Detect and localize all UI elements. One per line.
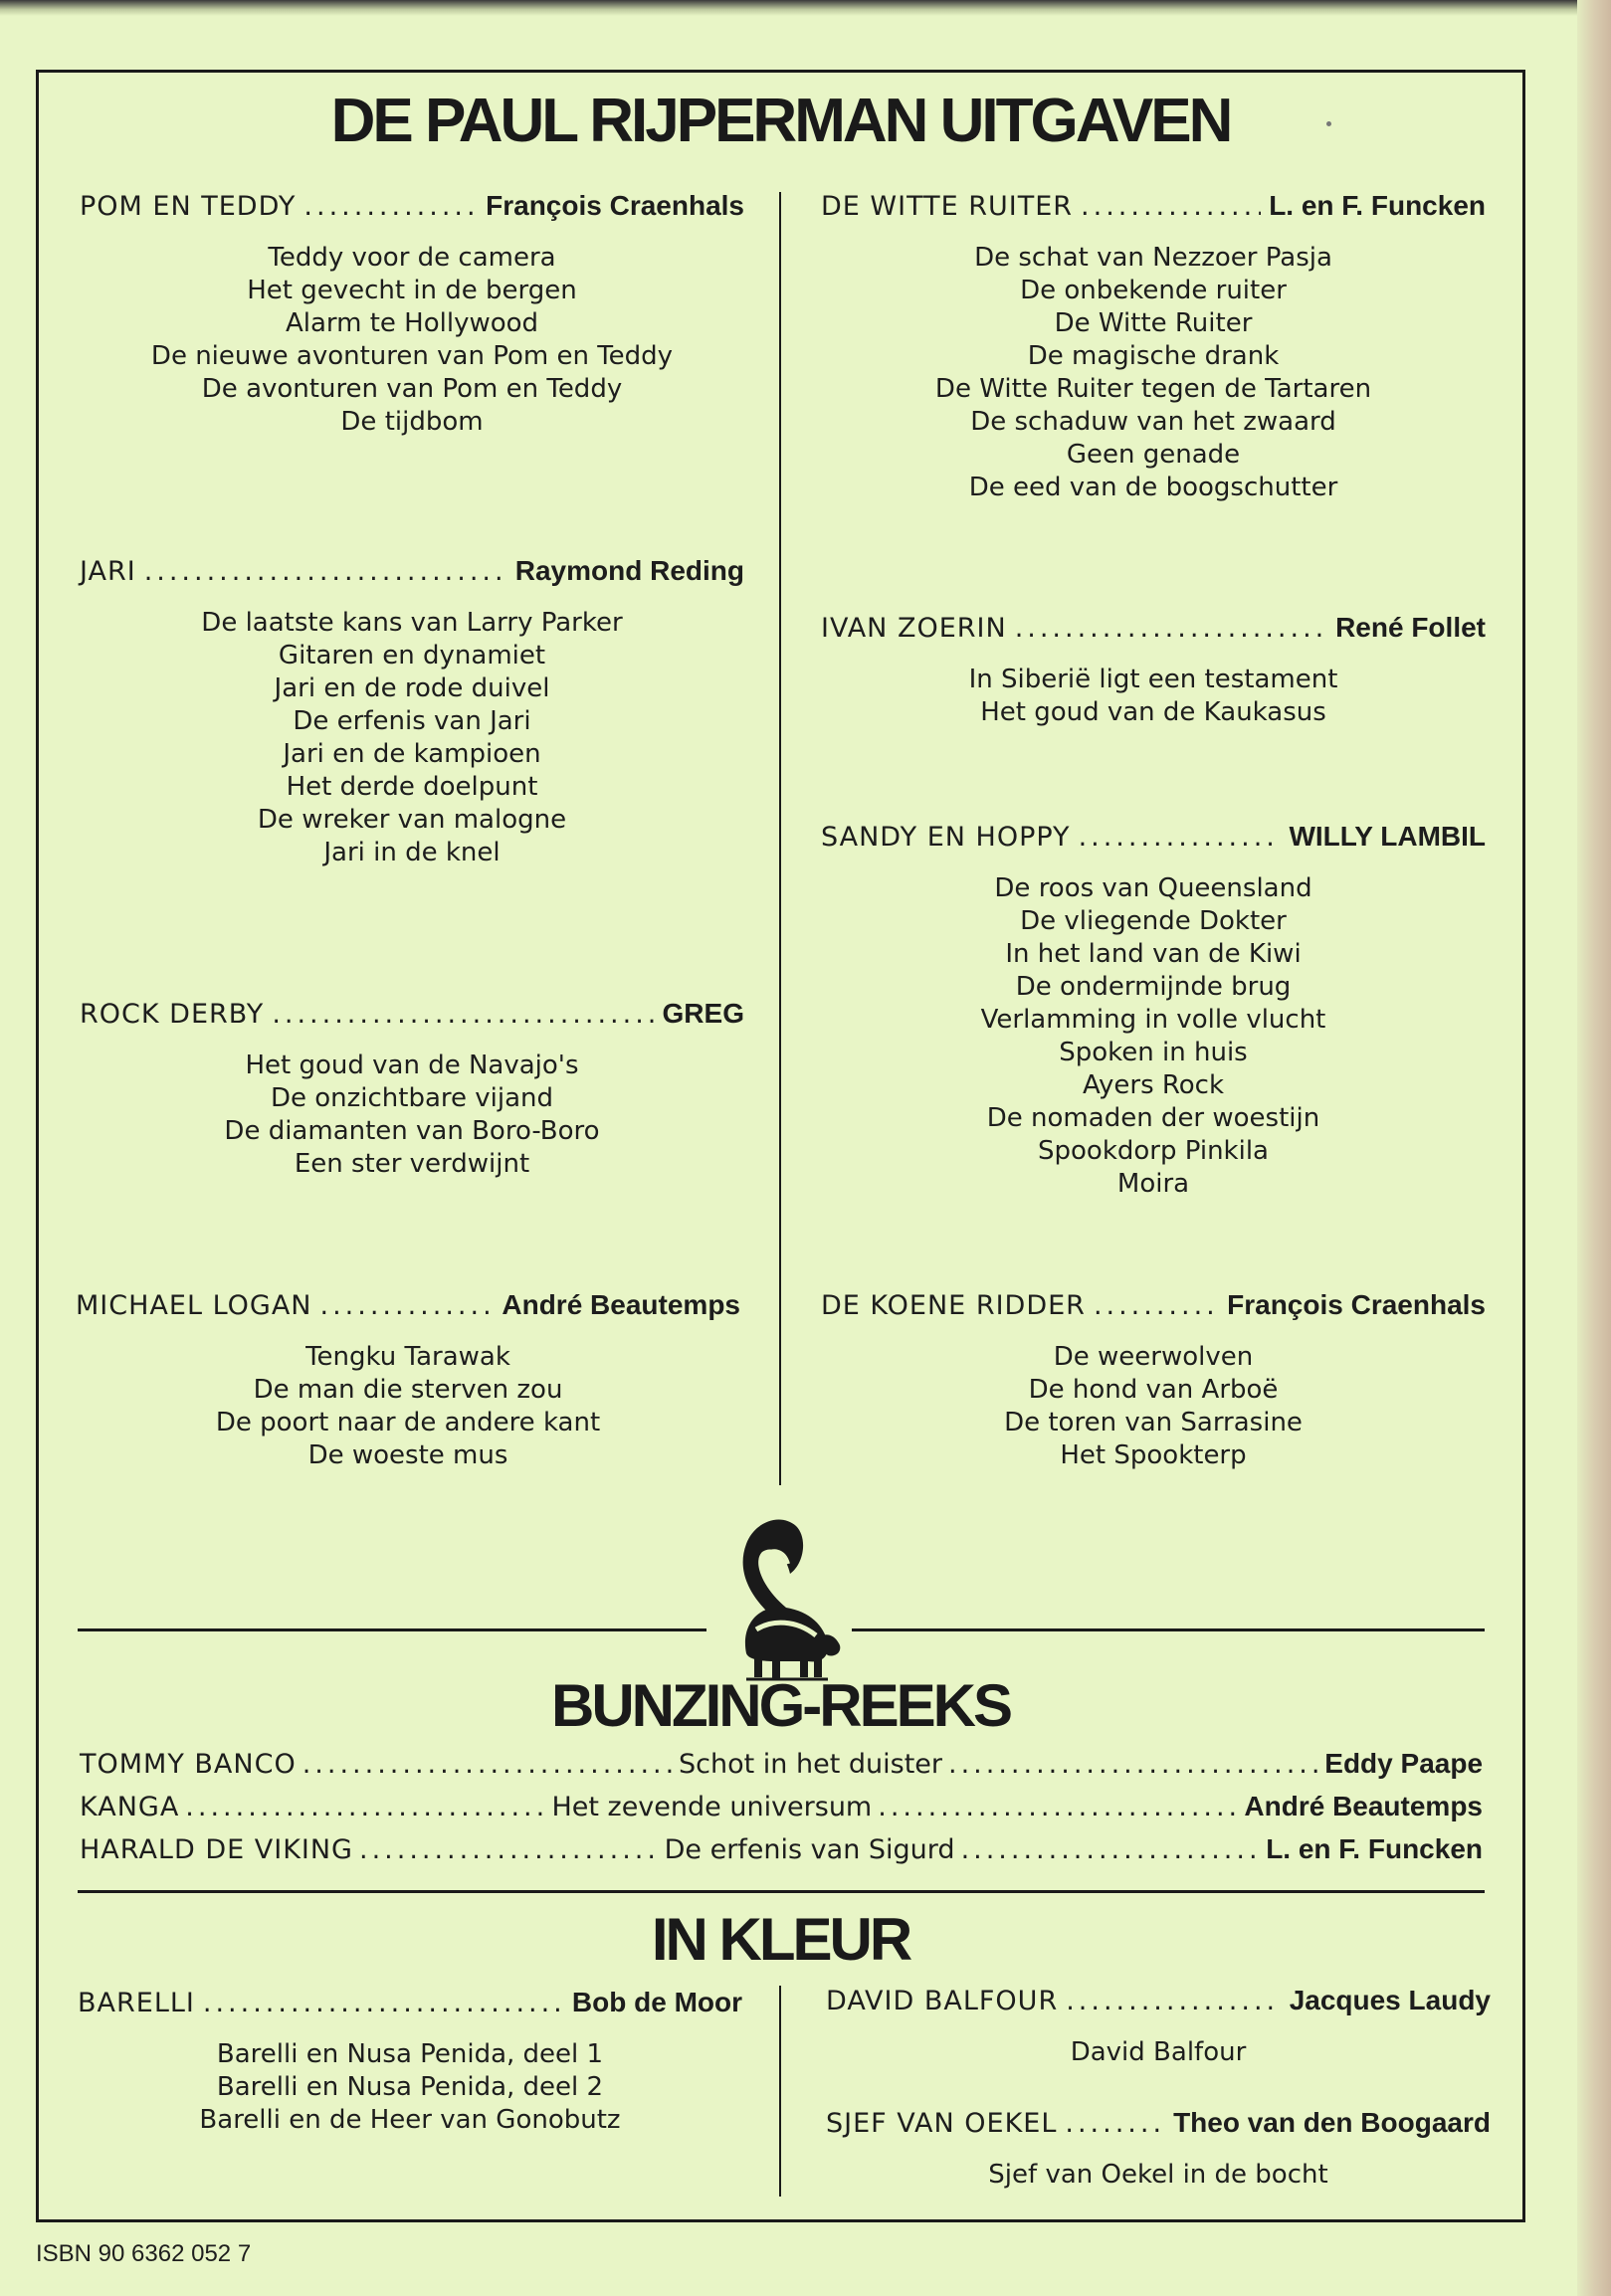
title-list [821,664,1486,729]
book-title: Het derde doelpunt [286,772,538,802]
divider-left [78,1628,706,1631]
book-title: De erfenis van Jari [293,706,531,736]
series-author: WILLY LAMBIL [1289,821,1486,852]
book-title: Sjef van Oekel in de bocht [988,2160,1328,2190]
bunzing-author: Eddy Paape [1324,1748,1484,1779]
book-title: De weerwolven [1053,1342,1254,1372]
series-de-witte-ruiter [821,190,1486,504]
series-david-balfour [826,1985,1491,2069]
divider-kleur [78,1890,1485,1893]
book-title: In het land van de Kiwi [1005,939,1302,969]
book-title: De vliegende Dokter [1020,906,1287,936]
bunzing-book: Schot in het duister [679,1749,942,1780]
leader-dots [1066,1986,1281,2016]
book-title: De schat van Nezzoer Pasja [974,243,1332,273]
book-title: In Siberië ligt een testament [968,665,1338,694]
leader-dots [948,1749,1318,1780]
book-title: De man die sterven zou [253,1375,563,1405]
book-title: De tijdbom [340,407,484,437]
leader-dots [1094,1290,1219,1321]
book-title: Alarm te Hollywood [285,308,539,338]
series-sjef-van-oekel [826,2107,1491,2192]
bunzing-author: L. en F. Funcken [1266,1833,1483,1864]
kleur-title: IN KLEUR [651,1906,910,1973]
bunzing-book: Het zevende universum [551,1792,873,1822]
leader-dots [359,1834,659,1865]
book-title: De onbekende ruiter [1020,276,1287,305]
series-barelli [78,1987,742,2137]
book-title: Barelli en Nusa Penida, deel 1 [216,2039,604,2069]
leader-dots [302,1749,673,1780]
book-title: De wreker van malogne [257,805,567,835]
bunzing-series: KANGA [80,1792,180,1822]
series-author: Raymond Reding [514,555,744,586]
book-title: De Witte Ruiter [1054,308,1253,338]
series-author: François Craenhals [1227,1289,1486,1320]
series-name: MICHAEL LOGAN [76,1290,312,1321]
book-title: De eed van de boogschutter [968,473,1338,502]
series-author: André Beautemps [502,1289,740,1320]
series-author: L. en F. Funcken [1269,190,1486,221]
series-author: Theo van den Boogaard [1173,2107,1491,2138]
title-list [826,2159,1491,2192]
title-list [826,2036,1491,2069]
series-author: François Craenhals [486,190,744,221]
column-divider-kleur [779,1986,781,2197]
book-title: De toren van Sarrasine [1004,1408,1303,1437]
book-title: Het goud van de Navajo's [245,1051,579,1080]
book-title: De nieuwe avonturen van Pom en Teddy [150,341,674,371]
book-title: De Witte Ruiter tegen de Tartaren [934,374,1372,404]
series-name: JARI [80,556,136,587]
bunzing-author: André Beautemps [1244,1791,1484,1821]
series-name: BARELLI [78,1988,195,2018]
series-name: DAVID BALFOUR [826,1986,1059,2016]
page-right-edge [1577,0,1611,2296]
book-title: Moira [1116,1169,1190,1199]
column-divider-top [779,192,781,1485]
series-author: René Follet [1335,612,1486,643]
bunzing-row [80,1791,1483,1822]
title-list [80,242,744,439]
book-title: De diamanten van Boro-Boro [224,1116,600,1146]
title-list [80,1050,744,1181]
series-name: DE WITTE RUITER [821,191,1074,222]
title-list [78,2038,742,2137]
leader-dots [203,1988,564,2018]
series-author: GREG [662,998,744,1029]
book-title: Spookdorp Pinkila [1038,1136,1269,1166]
series-author: Jacques Laudy [1289,1985,1491,2015]
book-title: De avonturen van Pom en Teddy [201,374,623,404]
series-de-koene-ridder [821,1289,1486,1472]
series-author: Bob de Moor [571,1987,742,2017]
book-title: De laatste kans van Larry Parker [201,608,623,638]
bunzing-series: HARALD DE VIKING [80,1834,353,1865]
book-title: Gitaren en dynamiet [278,641,546,670]
book-title: Teddy voor de camera [268,243,556,273]
book-title: Een ster verdwijnt [294,1149,530,1179]
book-title: David Balfour [1070,2037,1247,2067]
leader-dots [1065,2108,1165,2139]
series-rock-derby [80,998,744,1181]
series-jari [80,555,744,869]
book-title: De nomaden der woestijn [986,1103,1320,1133]
book-title: Verlamming in volle vlucht [980,1005,1326,1035]
book-title: Jari en de rode duivel [274,673,550,703]
leader-dots [1079,822,1282,853]
isbn: ISBN 90 6362 052 7 [36,2240,252,2267]
book-title: Spoken in huis [1059,1038,1248,1067]
book-title: Tengku Tarawak [305,1342,510,1372]
leader-dots [1081,191,1261,222]
leader-dots [961,1834,1261,1865]
series-name: IVAN ZOERIN [821,613,1007,644]
title-list [76,1341,740,1472]
book-title: Barelli en de Heer van Gonobutz [199,2105,621,2135]
leader-dots [878,1792,1238,1822]
book-title: De roos van Queensland [994,873,1312,903]
book-title: De magische drank [1027,341,1280,371]
book-title: De hond van Arboë [1028,1375,1279,1405]
series-michael-logan [76,1289,740,1472]
bunzing-series: TOMMY BANCO [80,1749,297,1780]
bunzing-book: De erfenis van Sigurd [664,1834,955,1865]
page-top-edge [0,0,1611,16]
series-name: SANDY EN HOPPY [821,822,1071,853]
book-title: De woeste mus [307,1440,508,1470]
book-title: De poort naar de andere kant [215,1408,601,1437]
main-title: DE PAUL RIJPERMAN UITGAVEN [330,87,1231,155]
series-pom-en-teddy [80,190,744,439]
title-list [821,242,1486,504]
title-list [80,607,744,869]
series-sandy-en-hoppy [821,821,1486,1201]
leader-dots [144,556,507,587]
leader-dots [1015,613,1327,644]
leader-dots [320,1290,495,1321]
series-name: ROCK DERBY [80,999,265,1030]
bunzing-row [80,1748,1483,1780]
book-title: Jari en de kampioen [283,739,541,769]
book-title: Ayers Rock [1082,1070,1225,1100]
book-title: De schaduw van het zwaard [970,407,1336,437]
series-name: SJEF VAN OEKEL [826,2108,1058,2139]
book-title: De ondermijnde brug [1015,972,1292,1002]
book-title: Het goud van de Kaukasus [980,697,1326,727]
skunk-logo [716,1504,846,1683]
book-title: Het gevecht in de bergen [247,276,577,305]
book-title: De onzichtbare vijand [270,1083,554,1113]
book-title: Het Spookterp [1060,1440,1247,1470]
bunzing-title: BUNZING-REEKS [550,1672,1010,1739]
series-ivan-zoerin [821,612,1486,729]
leader-dots [272,999,654,1030]
leader-dots [303,191,478,222]
bunzing-row [80,1833,1483,1865]
book-title: Jari in de knel [323,838,501,867]
book-title: Barelli en Nusa Penida, deel 2 [216,2072,604,2102]
title-list [821,872,1486,1201]
series-name: DE KOENE RIDDER [821,1290,1086,1321]
divider-right [852,1628,1485,1631]
title-list [821,1341,1486,1472]
series-name: POM EN TEDDY [80,191,297,222]
leader-dots [185,1792,545,1822]
book-title: Geen genade [1066,440,1241,470]
